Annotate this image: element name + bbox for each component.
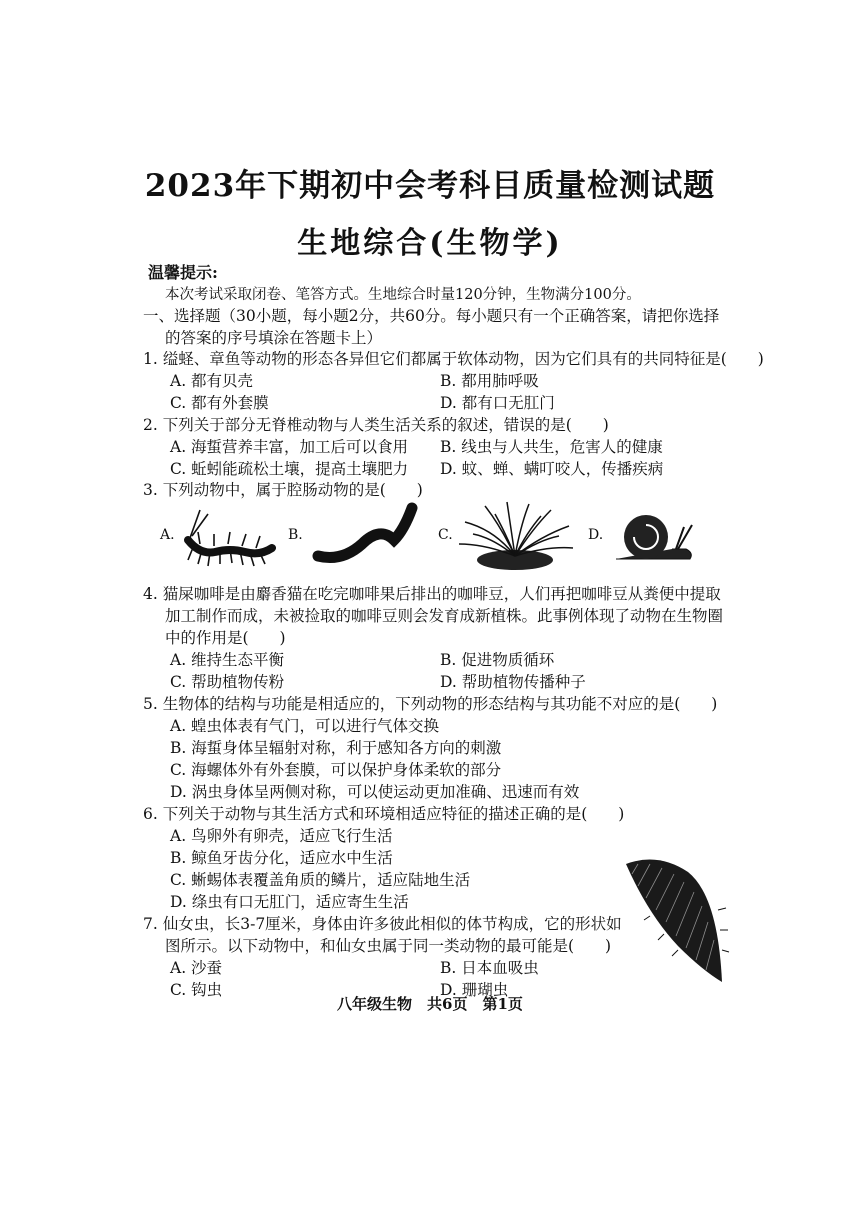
question-2-option-c: C. 蚯蚓能疏松土壤，提高土壤肥力: [170, 460, 409, 478]
question-7-option-b: B. 日本血吸虫: [440, 959, 539, 977]
question-7-option-a: A. 沙蚕: [170, 959, 223, 977]
exam-subtitle: 生地综合(生物学): [297, 226, 563, 261]
question-5-stem: 5. 生物体的结构与功能是相适应的，下列动物的形态结构与其功能不对应的是( ): [143, 695, 718, 713]
question-7-option-d: D. 珊瑚虫: [440, 981, 509, 999]
question-7-option-c: C. 钩虫: [170, 981, 223, 999]
question-5-option-a: A. 蝗虫体表有气门，可以进行气体交换: [170, 717, 440, 735]
question-3-option-c: C.: [438, 527, 453, 543]
question-4-option-b: B. 促进物质循环: [440, 651, 555, 669]
question-1-option-a: A. 都有贝壳: [170, 372, 254, 390]
question-3-option-a: A.: [160, 527, 175, 543]
question-2-option-a: A. 海蜇营养丰富，加工后可以食用: [170, 438, 409, 456]
question-6-option-c: C. 蜥蜴体表覆盖角质的鳞片，适应陆地生活: [170, 871, 471, 889]
question-2-option-d: D. 蚊、蝉、螨叮咬人，传播疾病: [440, 460, 664, 478]
question-6-option-d: D. 绦虫有口无肛门，适应寄生生活: [170, 893, 409, 911]
fairy-worm-image: [618, 850, 730, 990]
question-2-stem: 2. 下列关于部分无脊椎动物与人类生活关系的叙述，错误的是( ): [143, 416, 609, 434]
question-6-option-b: B. 鲸鱼牙齿分化，适应水中生活: [170, 849, 393, 867]
snail-image: [612, 505, 697, 565]
section-line-1: 一、选择题（30小题，每小题2分，共60分。每小题只有一个正确答案，请把你选择: [143, 307, 720, 325]
question-5-option-b: B. 海蜇身体呈辐射对称，利于感知各方向的刺激: [170, 739, 502, 757]
question-6-option-a: A. 鸟卵外有卵壳，适应飞行生活: [170, 827, 393, 845]
question-4-option-d: D. 帮助植物传播种子: [440, 673, 586, 691]
exam-title: 2023年下期初中会考科目质量检测试题: [144, 168, 716, 204]
question-3-option-d: D.: [588, 527, 604, 543]
question-3-stem: 3. 下列动物中，属于腔肠动物的是( ): [143, 481, 423, 499]
leech-image: [312, 500, 422, 565]
question-1-option-c: C. 都有外套膜: [170, 394, 269, 412]
tip-text: 本次考试采取闭卷、笔答方式。生地综合时量120分钟，生物满分100分。: [165, 287, 641, 303]
question-1-option-b: B. 都用肺呼吸: [440, 372, 539, 390]
question-7-stem-line-1: 7. 仙女虫，长3-7厘米，身体由许多彼此相似的体节构成，它的形状如: [143, 915, 622, 933]
section-line-2: 的答案的序号填涂在答题卡上）: [165, 329, 383, 347]
question-4-stem-line-3: 中的作用是( ): [165, 629, 286, 647]
question-1-option-d: D. 都有口无肛门: [440, 394, 555, 412]
question-2-option-b: B. 线虫与人共生，危害人的健康: [440, 438, 663, 456]
centipede-image: [180, 500, 280, 570]
sea-anemone-image: [455, 500, 575, 572]
question-4-option-c: C. 帮助植物传粉: [170, 673, 285, 691]
question-4-option-a: A. 维持生态平衡: [170, 651, 285, 669]
question-5-option-d: D. 涡虫身体呈两侧对称，可以使运动更加准确、迅速而有效: [170, 783, 580, 801]
question-3-option-b: B.: [288, 527, 303, 543]
question-1-stem: 1. 缢蛏、章鱼等动物的形态各异但它们都属于软体动物，因为它们具有的共同特征是( ): [143, 350, 764, 368]
question-7-stem-line-2: 图所示。以下动物中，和仙女虫属于同一类动物的最可能是( ): [165, 937, 612, 955]
question-6-stem: 6. 下列关于动物与其生活方式和环境相适应特征的描述正确的是( ): [143, 805, 625, 823]
question-4-stem-line-2: 加工制作而成，未被捡取的咖啡豆则会发育成新植株。此事例体现了动物在生物圈: [165, 607, 724, 625]
tip-label: 温馨提示:: [148, 263, 218, 282]
question-5-option-c: C. 海螺体外有外套膜，可以保护身体柔软的部分: [170, 761, 502, 779]
page-footer: 八年级生物 共6页 第1页: [337, 995, 523, 1013]
question-4-stem-line-1: 4. 猫屎咖啡是由麝香猫在吃完咖啡果后排出的咖啡豆，人们再把咖啡豆从粪便中提取: [143, 585, 721, 603]
